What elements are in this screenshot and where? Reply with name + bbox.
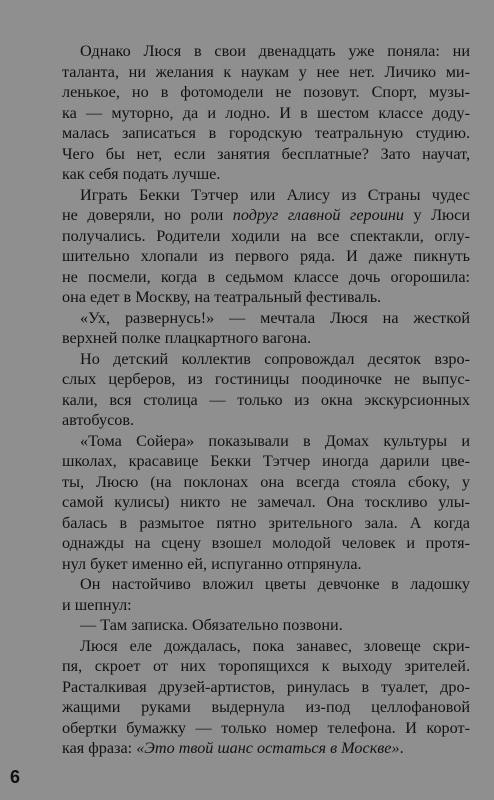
text-line: «Тома Сойера» показывали в Домах культуры и [80, 431, 470, 450]
text-line: Чего бы нет, если занятия бесплатные? Зато научат, [62, 144, 470, 163]
text-line: и шепнул: [62, 595, 132, 614]
text-line: пя, скроет от них торопящихся к выходу зрителей. [62, 657, 470, 675]
text-line: жащими руками выдернула из-под целлофановой [62, 698, 470, 716]
text-line: — Там записка. Обязательно позвони. [80, 616, 343, 634]
italic-phrase: «Это твой шанс остаться в Москве» [136, 739, 400, 757]
text-line: получались. Родители ходили на все спектакли, оглу- [62, 226, 470, 245]
text-line: как себя подать лучше. [62, 165, 221, 183]
body-text [62, 41, 470, 759]
text-line: малась записаться в городскую театральную студию. [62, 124, 470, 142]
text-line: ка — муторно, да и лодно. И в шестом классе доду- [62, 103, 470, 122]
text-line: шительно хлопали из первого ряда. И даже пикнуть [62, 247, 470, 265]
text-line [62, 205, 470, 226]
text-segment: кая фраза: [62, 739, 137, 757]
text-line: балась в размытое пятно зрительного зала. А когда [62, 513, 470, 532]
text-line: ты, Люсю (на поклонах она всегда стояла сбоку, у [62, 472, 470, 491]
text-segment: . [399, 739, 404, 757]
italic-phrase: подруг главной героини [232, 206, 404, 224]
text-line [62, 738, 470, 759]
text-line: школах, красавице Бекки Тэтчер иногда дарили цве- [62, 452, 470, 470]
text-line: однажды на сцену взошел молодой человек и протя- [62, 534, 470, 552]
text-line: Однако Люся в свои двенадцать уже поняла: ни [80, 42, 470, 60]
text-line: верхней полке плацкартного вагона. [62, 329, 312, 347]
text-line: Он настойчиво вложил цветы девчонке в ладошку [80, 575, 470, 593]
text-line: таланта, ни желания к наукам у нее нет. Личико ми- [62, 62, 470, 81]
text-line: Играть Бекки Тэтчер или Алису из Страны чудес [80, 185, 470, 204]
text-line: нул букет именно ей, испуганно отпрянула. [62, 554, 362, 573]
text-line: слых церберов, из гостиницы поодиночке не выпус- [62, 370, 470, 388]
page-number: 6 [10, 767, 21, 787]
text-line: Но детский коллектив сопровождал десяток взро- [80, 349, 470, 368]
text-line: Расталкивая друзей-артистов, ринулась в туалет, дро- [62, 677, 470, 696]
text-line: «Ух, развернусь!» — мечтала Люся на жесткой [80, 308, 470, 327]
text-line: ленькое, но в фотомодели не позовут. Спорт, музы- [62, 83, 470, 101]
text-segment: не доверяли, но роли [62, 206, 233, 224]
text-line: она едет в Москву, на театральный фестиваль. [62, 288, 382, 306]
text-line: Люся еле дождалась, пока занавес, зловеще скри- [80, 636, 470, 655]
text-line: обертки бумажку — только номер телефона. И корот- [62, 718, 470, 737]
text-line: не посмели, когда в седьмом классе дочь огорошила: [62, 267, 470, 286]
text-segment: у Люси [403, 206, 470, 224]
text-line: автобусов. [62, 411, 135, 429]
text-line: кали, вся столица — только из окна экскурсионных [62, 390, 470, 409]
text-line: самой кулисы) никто не замечал. Она тоскливо улы- [62, 493, 470, 511]
